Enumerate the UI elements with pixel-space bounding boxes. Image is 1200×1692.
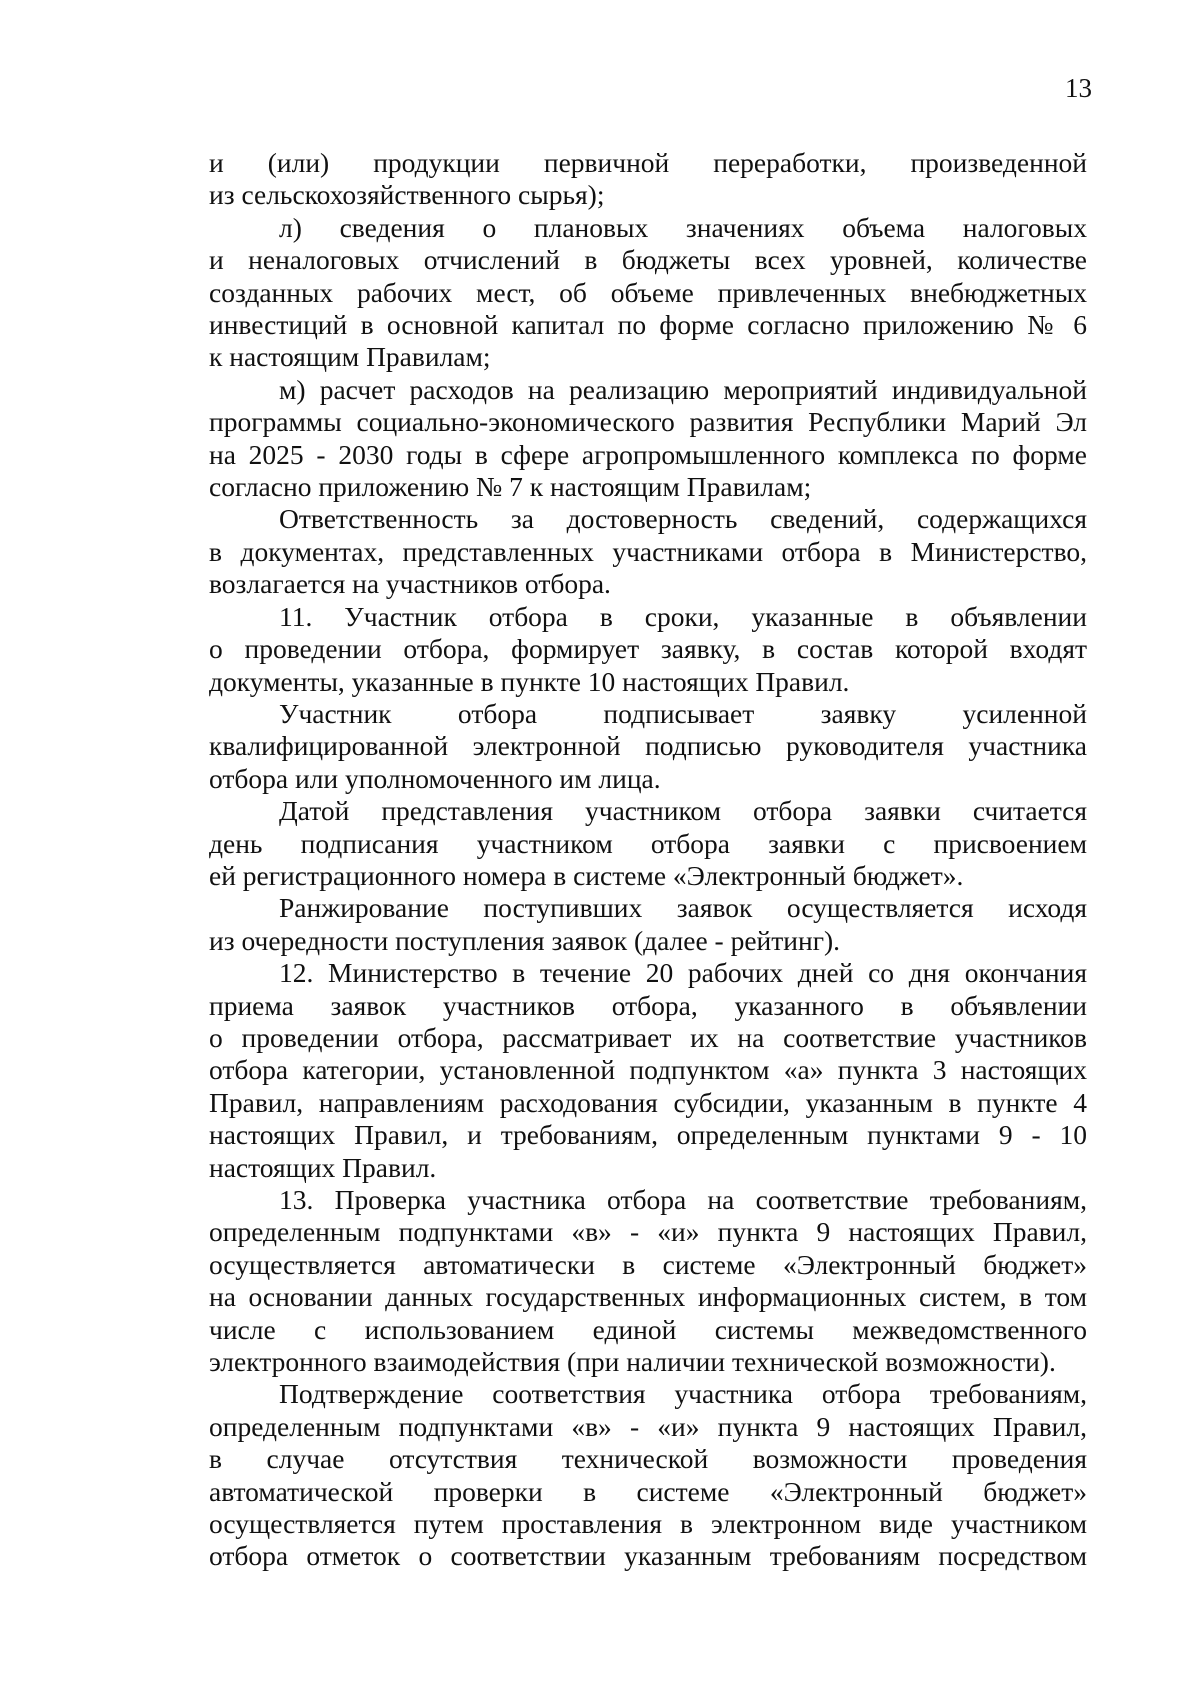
text-line: инвестиций в основной капитал по форме согласно приложению № 6 bbox=[209, 309, 1087, 341]
page-number: 13 bbox=[1065, 73, 1092, 103]
paragraph bbox=[209, 795, 1087, 892]
text-line: Ранжирование поступивших заявок осуществляется исходя bbox=[279, 892, 1087, 924]
text-line: в случае отсутствия технической возможности проведения bbox=[209, 1443, 1087, 1475]
text-line: электронного взаимодействия (при наличии технической возможности). bbox=[209, 1346, 1056, 1378]
paragraph bbox=[209, 147, 1087, 212]
text-line: Датой представления участником отбора заявки считается bbox=[279, 795, 1087, 827]
text-line: 11. Участник отбора в сроки, указанные в объявлении bbox=[279, 600, 1087, 632]
text-line: осуществляется путем проставления в электронном виде участником bbox=[209, 1508, 1087, 1540]
text-line: числе с использованием единой системы межведомственного bbox=[209, 1313, 1087, 1345]
text-line: к настоящим Правилам; bbox=[209, 341, 491, 373]
text-line: 12. Министерство в течение 20 рабочих дней со дня окончания bbox=[279, 957, 1087, 989]
text-line: Правил, направлениям расходования субсидии, указанным в пункте 4 bbox=[209, 1086, 1087, 1118]
text-line: и неналоговых отчислений в бюджеты всех уровней, количестве bbox=[209, 244, 1087, 276]
text-line: 13. Проверка участника отбора на соответствие требованиям, bbox=[279, 1184, 1087, 1215]
text-line: и (или) продукции первичной переработки, произведенной bbox=[209, 147, 1087, 178]
text-line: на 2025 - 2030 годы в сфере агропромышленного комплекса по форме bbox=[209, 438, 1087, 470]
paragraph bbox=[209, 698, 1087, 795]
paragraph bbox=[209, 1378, 1087, 1572]
text-line: день подписания участником отбора заявки с присвоением bbox=[209, 827, 1087, 859]
text-line: документы, указанные в пункте 10 настоящих Правил. bbox=[209, 665, 850, 697]
text-line: отбора категории, установленной подпунктом «а» пункта 3 настоящих bbox=[209, 1054, 1087, 1086]
text-line: настоящих Правил. bbox=[209, 1151, 437, 1183]
text-line: определенным подпунктами «в» - «и» пункта 9 настоящих Правил, bbox=[209, 1410, 1087, 1442]
text-line: Участник отбора подписывает заявку усиленной bbox=[279, 697, 1087, 729]
paragraph bbox=[209, 957, 1087, 1184]
text-line: о проведении отбора, рассматривает их на соответствие участников bbox=[209, 1021, 1087, 1053]
text-line: программы социально-экономического развития Республики Марий Эл bbox=[209, 406, 1087, 438]
text-line: определенным подпунктами «в» - «и» пункта 9 настоящих Правил, bbox=[209, 1216, 1087, 1248]
text-line: на основании данных государственных информационных систем, в том bbox=[209, 1281, 1087, 1313]
text-line: отбора отметок о соответствии указанным требованиям посредством bbox=[209, 1540, 1087, 1572]
text-line: отбора или уполномоченного им лица. bbox=[209, 762, 661, 794]
text-line: о проведении отбора, формирует заявку, в состав которой входят bbox=[209, 633, 1087, 665]
text-line: Подтверждение соответствия участника отбора требованиям, bbox=[279, 1378, 1087, 1410]
text-line: автоматической проверки в системе «Электронный бюджет» bbox=[209, 1475, 1087, 1507]
paragraph bbox=[209, 374, 1087, 504]
paragraph bbox=[209, 1184, 1087, 1378]
text-line: приема заявок участников отбора, указанного в объявлении bbox=[209, 989, 1087, 1021]
text-line: Ответственность за достоверность сведений, содержащихся bbox=[279, 503, 1087, 535]
text-line: л) сведения о плановых значениях объема налоговых bbox=[279, 211, 1087, 243]
text-line: осуществляется автоматически в системе «Электронный бюджет» bbox=[209, 1248, 1087, 1280]
text-line: из очередности поступления заявок (далее - рейтинг). bbox=[209, 924, 841, 956]
paragraph bbox=[209, 601, 1087, 698]
paragraph bbox=[209, 503, 1087, 600]
text-line: согласно приложению № 7 к настоящим Правилам; bbox=[209, 471, 812, 503]
text-line: настоящих Правил, и требованиям, определенным пунктами 9 - 10 bbox=[209, 1119, 1087, 1151]
text-line: квалифицированной электронной подписью руководителя участника bbox=[209, 730, 1087, 762]
document-body bbox=[209, 147, 1087, 1573]
paragraph bbox=[209, 892, 1087, 957]
text-line: в документах, представленных участниками отбора в Министерство, bbox=[209, 535, 1087, 567]
text-line: ей регистрационного номера в системе «Электронный бюджет». bbox=[209, 859, 964, 891]
text-line: м) расчет расходов на реализацию мероприятий индивидуальной bbox=[279, 373, 1087, 405]
text-line: созданных рабочих мест, об объеме привлеченных внебюджетных bbox=[209, 276, 1087, 308]
text-line: возлагается на участников отбора. bbox=[209, 568, 611, 600]
text-line: из сельскохозяйственного сырья); bbox=[209, 179, 605, 211]
paragraph bbox=[209, 212, 1087, 374]
